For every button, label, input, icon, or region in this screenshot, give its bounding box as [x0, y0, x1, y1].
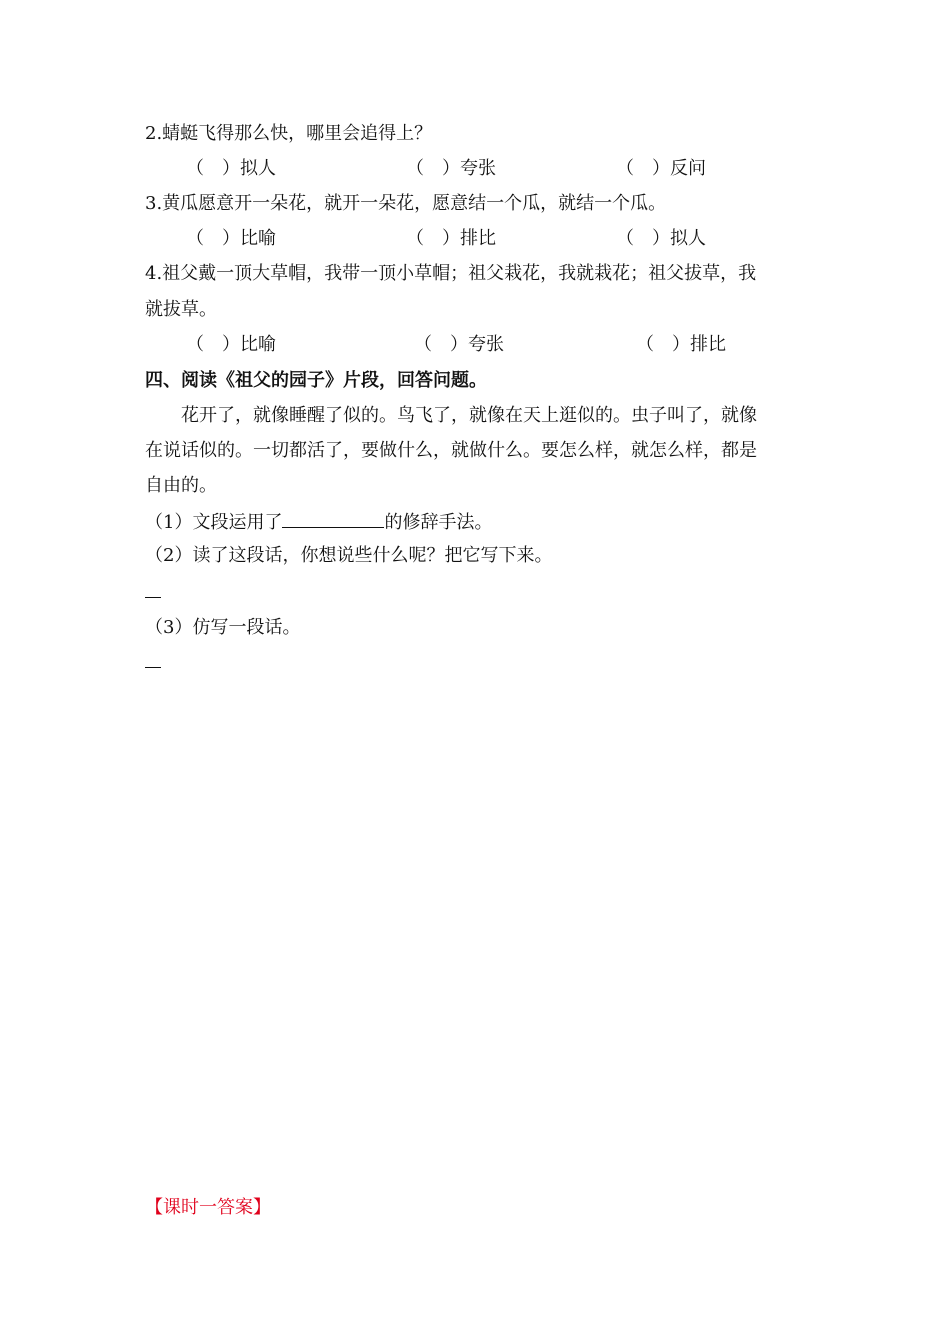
passage-line-2: 在说话似的。一切都活了，要做什么，就做什么。要怎么样，就怎么样，都是	[145, 440, 757, 461]
question-4-option-2: （ ）夸张	[414, 334, 504, 355]
question-3-option-2: （ ）排比	[406, 228, 496, 249]
sub-question-1-prefix: （1）文段运用了	[145, 512, 283, 533]
question-4-option-3: （ ）排比	[636, 334, 726, 355]
answer-line-2[interactable]	[145, 597, 161, 598]
question-4-text-line-1: 4.祖父戴一顶大草帽，我带一顶小草帽；祖父栽花，我就栽花；祖父拔草，我	[145, 263, 757, 284]
question-2-option-2: （ ）夸张	[406, 158, 496, 179]
question-2-text: 2.蜻蜓飞得那么快，哪里会追得上？	[145, 123, 433, 144]
passage-line-3: 自由的。	[145, 475, 217, 496]
answer-section-heading: 【课时一答案】	[145, 1197, 271, 1218]
sub-question-3: （3）仿写一段话。	[145, 617, 301, 638]
section-4-heading: 四、阅读《祖父的园子》片段，回答问题。	[145, 370, 487, 391]
answer-line-3[interactable]	[145, 667, 161, 668]
sub-question-2: （2）读了这段话，你想说些什么呢？把它写下来。	[145, 545, 553, 566]
question-2-option-3: （ ）反问	[616, 158, 706, 179]
question-3-text: 3.黄瓜愿意开一朵花，就开一朵花，愿意结一个瓜，就结一个瓜。	[145, 193, 667, 214]
passage-line-1: 花开了，就像睡醒了似的。鸟飞了，就像在天上逛似的。虫子叫了，就像	[181, 405, 757, 426]
question-4-text-line-2: 就拔草。	[145, 299, 217, 320]
sub-question-1	[145, 509, 492, 535]
question-3-option-3: （ ）拟人	[616, 228, 706, 249]
question-4-option-1: （ ）比喻	[186, 334, 276, 355]
question-2-option-1: （ ）拟人	[186, 158, 276, 179]
sub-question-1-suffix: 的修辞手法。	[384, 512, 493, 533]
question-3-option-1: （ ）比喻	[186, 228, 276, 249]
answer-blank[interactable]	[282, 509, 384, 528]
